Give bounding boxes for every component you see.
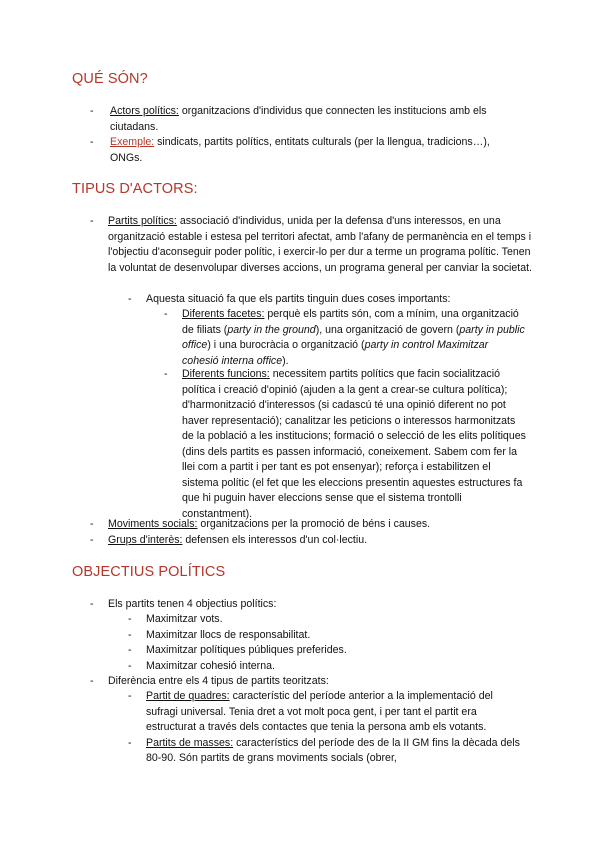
list-item: - Moviments socials: organitzacions per la promoció de béns i causes. (90, 518, 431, 530)
funcions-item (164, 367, 526, 522)
list-item: - Partits de masses: característics del període des de la II GM fins la dècada dels 80-90. Són partits de grans moviments socials (obrer, (128, 736, 520, 764)
list-item: - Partits polítics: associació d'individus, unida per la defensa d'uns interessos, en una organització estable i estesa pel territori afectat, amb l'afany de permanència en el temps i l'objectiu d'aconseguir poder polític, i exercir-lo per dur a terme un programa polític. Tenen la voluntat de desenvolupar diverses accions, un programa general per canviar la societat. (90, 215, 532, 274)
list-item: - Maximitzar vots. (128, 613, 223, 625)
objectius-intro (90, 597, 532, 613)
term-partit-quadres: Partit de quadres: (146, 690, 230, 702)
list-item: - Grups d'interès: defensen els interessos d'un col·lectiu. (90, 533, 368, 546)
list-item: - Els partits tenen 4 objectius polítics: (90, 598, 277, 610)
term-actors-politics: Actors polítics: (110, 105, 179, 117)
objectius-sublist (128, 612, 528, 674)
diferencia-item (90, 674, 532, 690)
term-grups-interes: Grups d'interès: (108, 533, 183, 546)
term-diferents-facetes: Diferents facetes: (182, 308, 265, 320)
section-title-objectius: OBJECTIUS POLÍTICS (72, 564, 226, 580)
partits-tipus-sublist (128, 689, 526, 767)
tipus-list-2 (90, 517, 532, 548)
list-item: - Diferència entre els 4 tipus de partits teoritzats: (90, 675, 329, 687)
facetes-item (164, 307, 526, 369)
list-item: - Maximitzar cohesió interna. (128, 659, 275, 672)
list-item: - Maximitzar llocs de responsabilitat. (128, 628, 311, 641)
term-exemple: Exemple: (110, 136, 155, 148)
term-diferents-funcions: Diferents funcions: (182, 368, 270, 380)
list-item: - Actors polítics: organitzacions d'individus que connecten les institucions amb els ciutadans. (90, 105, 487, 133)
section-title-tipus-actors: TIPUS D'ACTORS: (72, 181, 198, 197)
term-partits-politics: Partits polítics: (108, 215, 177, 227)
list-item: - Exemple: sindicats, partits polítics, entitats culturals (per la llengua, tradicions…), ONGs. (90, 136, 490, 164)
tipus-list (90, 214, 532, 276)
list-item: - Maximitzar polítiques públiques preferides. (128, 644, 347, 656)
list-item: - Diferents facetes: perquè els partits són, com a mínim, una organització de filiats (party in the ground), una organització de govern (party in public office) i una burocràcia o organització (party in control Maximitzar cohesió interna office). (164, 308, 525, 367)
term-partits-masses: Partits de masses: (146, 736, 234, 749)
que-son-list (90, 104, 520, 166)
term-moviments-socials: Moviments socials: (108, 518, 198, 530)
list-item: - Partit de quadres: característic del període anterior a la implementació del sufragi universal. Tenia dret a vot molt poca gent, i per tant el partit era estructurat a través dels contactes que tenia la persona amb els votants. (128, 690, 493, 733)
section-title-que-son: QUÉ SÓN? (72, 71, 148, 87)
list-item: - Diferents funcions: necessitem partits polítics que facin socialització política i creació d'opinió (ajuden a la gent a crear-se cultura política); d'harmonització d'interessos (si cadascú té una opinió diferent no pot haver representació); canalitzar les peticions o interessos harmonitzats de la població a les institucions; formació o selecció de les elits polítiques (dins dels partits es passen informació, coneixement. Sabem com fer la llei com a partit i per tant es pot ensenyar); reforça i estabilitzen el sistema polític (el fet que les eleccions presentin aquestes estructures fa que hi puguin haver eleccions sense que el sistema trontolli constantment). (164, 368, 526, 520)
list-item: - Aquesta situació fa que els partits tinguin dues coses importants: (128, 293, 451, 305)
situacio-item (128, 292, 528, 308)
